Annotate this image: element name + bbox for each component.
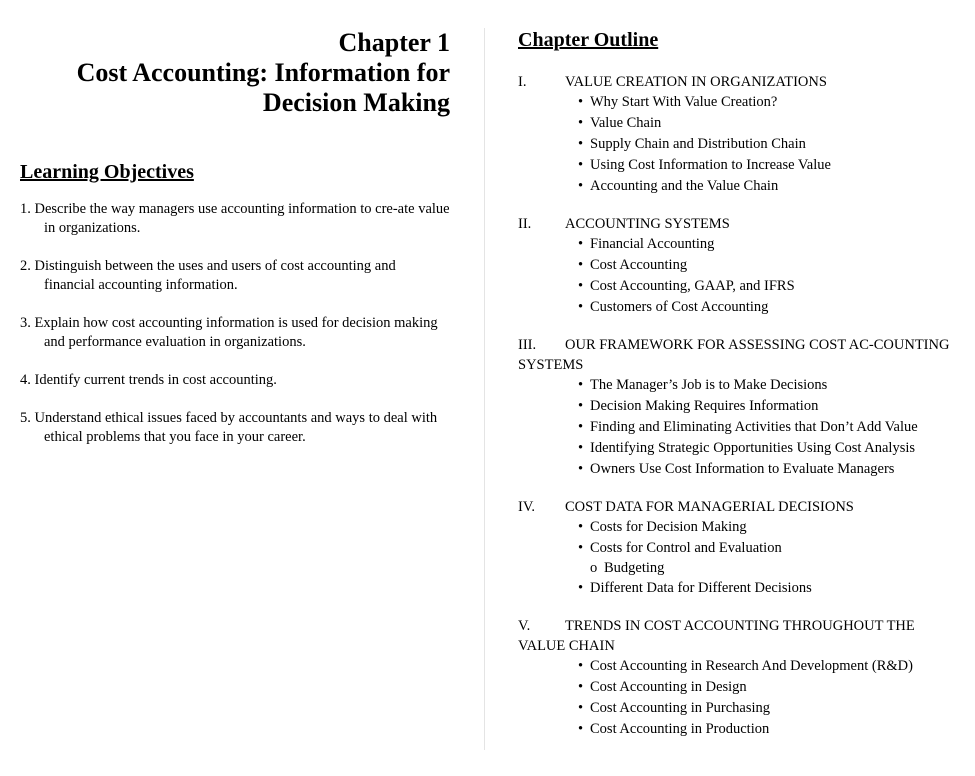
bullet-icon: • [578,679,584,695]
outline-item-text: Customers of Cost Accounting [590,299,769,315]
outline-item-text: Using Cost Information to Increase Value [590,157,831,173]
bullet-icon: • [578,461,584,477]
outline-item [518,255,958,276]
section-heading [518,335,958,375]
bullet-icon: • [578,257,584,273]
bullet-icon: • [578,299,584,315]
section-items [518,234,958,318]
outline-item [518,459,958,480]
bullet-icon: • [578,136,584,152]
outline-section [518,214,958,318]
bullet-icon: • [578,278,584,294]
chapter-title-line-2: Decision Making [262,88,450,117]
objective-item: 1. Describe the way managers use accounting information to cre-ate value in organizations. [20,201,450,236]
section-heading [518,72,958,92]
section-items [518,656,958,740]
column-divider [484,28,485,750]
objective-item: 5. Understand ethical issues faced by accountants and ways to deal with ethical problems that you face in your career. [20,410,438,445]
bullet-icon: • [578,580,584,596]
outline-item-text: Accounting and the Value Chain [590,178,779,194]
outline-item [518,297,958,318]
bullet-icon: • [578,94,584,110]
outline-item [518,578,958,599]
outline-item [518,375,958,396]
outline-item [518,176,958,197]
chapter-title [20,28,450,118]
bullet-icon: • [578,440,584,456]
section-heading [518,616,958,656]
chapter-number: Chapter 1 [338,28,450,57]
outline-section [518,497,958,599]
outline-item [518,517,958,538]
outline-item-text: Value Chain [590,115,662,131]
outline-item-text: Financial Accounting [590,236,715,252]
outline-item-text: Identifying Strategic Opportunities Using Cost Analysis [590,440,916,456]
bullet-icon: • [578,398,584,414]
objective-item: 2. Distinguish between the uses and users of cost accounting and financial accounting information. [20,258,396,293]
section-number: II. [518,216,532,232]
section-items [518,578,958,599]
outline-item-text: Cost Accounting in Production [590,721,770,737]
section-number: IV. [518,499,536,515]
outline-section [518,72,958,197]
outline-item-text: Finding and Eliminating Activities that Don’t Add Value [590,419,918,435]
outline-item-text: The Manager’s Job is to Make Decisions [590,377,828,393]
section-number: III. [518,337,537,353]
outline-item [518,92,958,113]
bullet-icon: • [578,419,584,435]
right-column [518,28,958,757]
section-title: TRENDS IN COST ACCOUNTING THROUGHOUT THE VALUE CHAIN [518,618,915,654]
bullet-icon: • [578,115,584,131]
outline-item-text: Supply Chain and Distribution Chain [590,136,806,152]
outline-item [518,538,958,559]
section-heading [518,214,958,234]
outline-item [518,719,958,740]
outline-item-text: Different Data for Different Decisions [590,580,812,596]
outline-item [518,134,958,155]
learning-objectives-list [20,200,450,447]
outline-item-text: Cost Accounting [590,257,688,273]
section-title: OUR FRAMEWORK FOR ASSESSING COST AC-COUNTING SYSTEMS [518,337,950,373]
outline-item [518,656,958,677]
sub-bullet-icon: o [590,560,598,576]
outline-item-text: Costs for Decision Making [590,519,747,535]
outline-item [518,698,958,719]
chapter-outline-heading: Chapter Outline [518,29,659,51]
objective-item: 3. Explain how cost accounting information is used for decision making and performance evaluation in organizations. [20,315,438,350]
section-number: V. [518,618,531,634]
outline-sub-item-text: Budgeting [604,560,665,576]
objective-item: 4. Identify current trends in cost accounting. [20,372,277,388]
outline-sub-item [518,559,958,578]
bullet-icon: • [578,658,584,674]
bullet-icon: • [578,157,584,173]
outline-section [518,616,958,740]
bullet-icon: • [578,178,584,194]
outline-item [518,155,958,176]
section-heading [518,497,958,517]
outline-item-text: Cost Accounting in Research And Development (R&D) [590,658,913,674]
outline-item [518,396,958,417]
chapter-title-line-1: Cost Accounting: Information for [76,58,450,87]
section-title: ACCOUNTING SYSTEMS [565,216,730,232]
section-items [518,92,958,197]
outline-item-text: Costs for Control and Evaluation [590,540,782,556]
bullet-icon: • [578,540,584,556]
bullet-icon: • [578,700,584,716]
outline-item-text: Cost Accounting in Purchasing [590,700,771,716]
outline-item-text: Why Start With Value Creation? [590,94,778,110]
outline-item-text: Cost Accounting, GAAP, and IFRS [590,278,795,294]
outline-item [518,234,958,255]
outline-item [518,677,958,698]
outline-item [518,113,958,134]
section-title: VALUE CREATION IN ORGANIZATIONS [565,74,827,90]
outline-section [518,335,958,480]
outline-item-text: Decision Making Requires Information [590,398,819,414]
outline-item [518,438,958,459]
bullet-icon: • [578,236,584,252]
outline-item-text: Cost Accounting in Design [590,679,747,695]
section-items [518,375,958,480]
bullet-icon: • [578,519,584,535]
learning-objectives-heading: Learning Objectives [20,161,194,183]
bullet-icon: • [578,721,584,737]
bullet-icon: • [578,377,584,393]
section-number: I. [518,74,527,90]
outline-item [518,417,958,438]
outline-item [518,276,958,297]
section-title: COST DATA FOR MANAGERIAL DECISIONS [565,499,854,515]
section-items [518,517,958,559]
left-column [20,28,450,466]
outline-item-text: Owners Use Cost Information to Evaluate Managers [590,461,895,477]
